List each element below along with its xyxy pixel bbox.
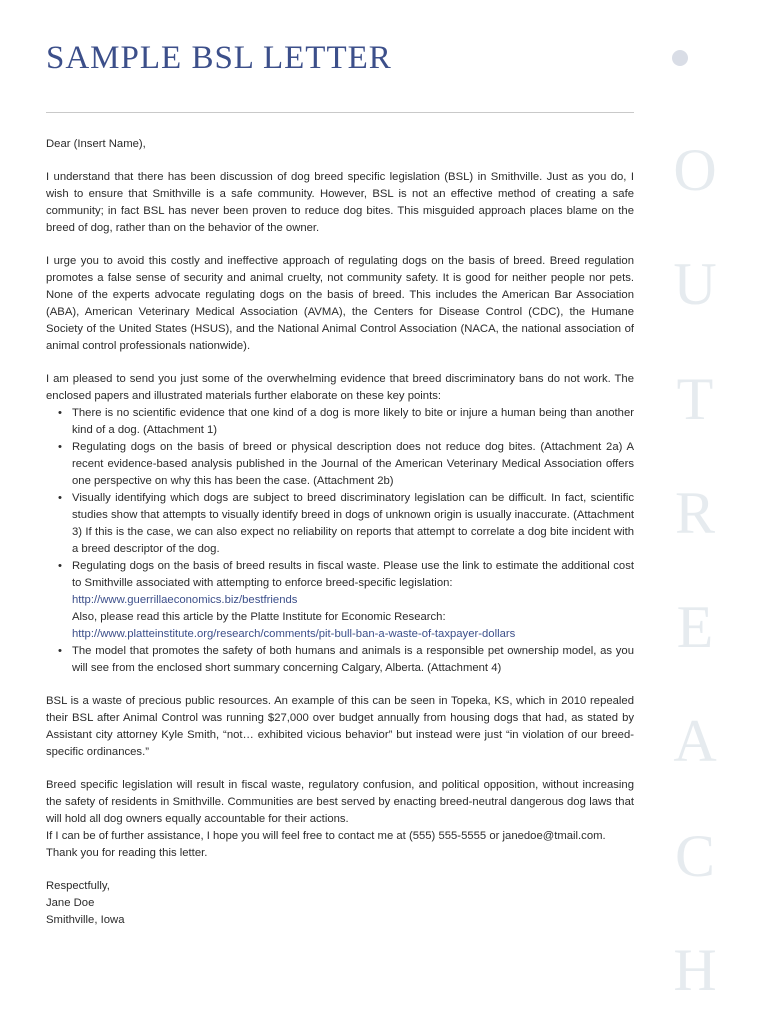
page-title: SAMPLE BSL LETTER xyxy=(46,40,392,76)
side-letter: H xyxy=(673,936,717,1003)
side-letter: O xyxy=(673,137,717,203)
paragraph-conclusion xyxy=(46,777,634,862)
side-letter: U xyxy=(673,251,717,318)
closing: Respectfully, xyxy=(46,880,110,892)
contact-text: If I can be of further assistance, I hope you will feel free to contact me at (555) 555-5555 or janedoe@tmail.com. xyxy=(46,830,606,842)
list-item: • There is no scientific evidence that one kind of a dog is more likely to bite or injure a human being than another kind of a dog. (Attachment 1) xyxy=(72,405,634,439)
outreach-vertical-text xyxy=(660,137,730,1003)
side-letter: R xyxy=(674,479,716,546)
decorative-dot xyxy=(672,50,688,66)
title-divider xyxy=(46,112,634,113)
key-points-list xyxy=(46,405,634,677)
guerrilla-economics-link[interactable]: http://www.guerrillaeconomics.biz/bestfriends xyxy=(72,594,298,606)
paragraph-intro: I understand that there has been discussion of dog breed specific legislation (BSL) in Smithville. Just as you do, I wish to ensure that Smithville is a safe community. However, BSL is not an effective method of creating a safe community; in fact BSL has never been proven to reduce dog bites. This misguided approach places blame on the breed of dog, rather than on the behavior of the owner. xyxy=(46,171,634,234)
letter-body xyxy=(46,136,634,929)
list-item-text: Regulating dogs on the basis of breed results in fiscal waste. Please use the link to estimate the additional cost to Smithville associated with attempting to enforce breed-specific legislation: xyxy=(72,560,634,589)
side-letter: C xyxy=(674,822,716,889)
paragraph-topeka: BSL is a waste of precious public resources. An example of this can be seen in Topeka, KS, which in 2010 repealed their BSL after Animal Control was running $27,000 over budget annually from housing dogs that had, as stated by Assistant city attorney Kyle Smith, “not… exhibited vicious behavior” but instead were just “in violation of our breed-specific ordinances.” xyxy=(46,695,634,758)
list-item-text: Also, please read this article by the Platte Institute for Economic Research: xyxy=(72,611,446,623)
paragraph-urge: I urge you to avoid this costly and ineffective approach of regulating dogs on the basis of breed. Breed regulation promotes a false sense of security and animal cruelty, not community safety. It is good for neither people nor pets. None of the experts advocate regulating dogs on the basis of breed. This includes the American Bar Association (ABA), American Veterinary Medical Association (AVMA), the Centers for Disease Control (CDC), the Humane Society of the United States (HSUS), and the National Animal Control Association (NACA, the national association of animal control professionals nationwide). xyxy=(46,255,634,352)
signer-location: Smithville, Iowa xyxy=(46,914,125,926)
side-letter: E xyxy=(676,594,714,661)
list-item: • The model that promotes the safety of both humans and animals is a responsible pet ownership model, as you will see from the enclosed short summary concerning Calgary, Alberta. (Attachment 4) xyxy=(72,643,634,677)
side-letter: A xyxy=(673,708,717,775)
side-letter: T xyxy=(676,365,714,432)
list-item: • Regulating dogs on the basis of breed or physical description does not reduce dog bites. (Attachment 2a) A recent evidence-based analysis published in the Journal of the American Veterinary Medical Association offers one perspective on why this has been the case. (Attachment 2b) xyxy=(72,439,634,490)
signature-block xyxy=(46,878,634,929)
signer-name: Jane Doe xyxy=(46,897,95,909)
salutation: Dear (Insert Name), xyxy=(46,138,146,150)
paragraph-evidence: I am pleased to send you just some of the overwhelming evidence that breed discriminatory bans do not work. The enclosed papers and illustrated materials further elaborate on these key points: xyxy=(46,373,634,402)
thanks-text: Thank you for reading this letter. xyxy=(46,847,208,859)
platte-institute-link[interactable]: http://www.platteinstitute.org/research/comments/pit-bull-ban-a-waste-of-taxpayer-dollars xyxy=(72,628,516,640)
list-item xyxy=(72,558,634,643)
conclusion-text: Breed specific legislation will result in fiscal waste, regulatory confusion, and political opposition, without increasing the safety of residents in Smithville. Communities are best served by enacting breed-neutral dangerous dog laws that will hold all dog owners equally accountable for their actions. xyxy=(46,779,634,825)
list-item: • Visually identifying which dogs are subject to breed discriminatory legislation can be difficult. In fact, scientific studies show that attempts to visually identify breed in dogs of unknown origin is usually inaccurate. (Attachment 3) If this is the case, we can also expect no reliability on reports that attempt to correlate a dog bite incident with a breed descriptor of the dog. xyxy=(72,490,634,558)
